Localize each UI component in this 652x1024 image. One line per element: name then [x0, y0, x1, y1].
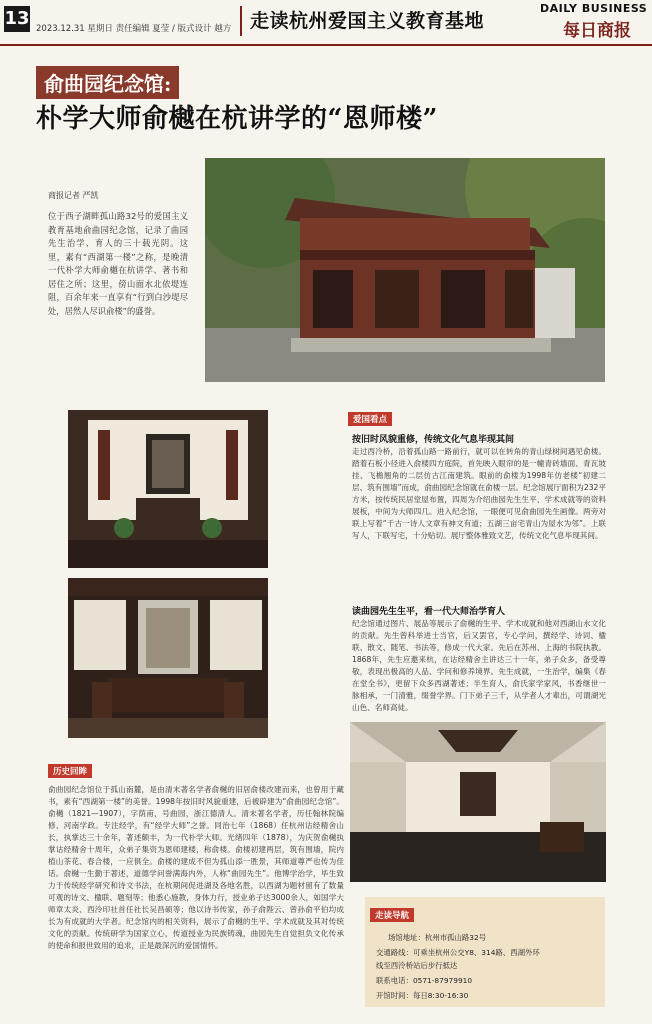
visit-phone: 联系电话：0571-87979910	[376, 976, 473, 985]
column-title: 走读杭州爱国主义教育基地	[250, 10, 485, 32]
visit-address: 场馆地址：杭州市孤山路32号	[388, 933, 487, 942]
page-number: 13	[4, 6, 30, 32]
visit-transit-2: 线至西泠桥站后步行抵达	[376, 961, 458, 970]
article-kicker: 俞曲园纪念馆:	[36, 66, 179, 99]
section-tag-history: 历史回眸	[48, 764, 92, 778]
history-paragraph: 俞曲园纪念馆位于孤山南麓，是由清末著名学者俞樾的旧居俞楼改建而来，也曾用于藏书，素有“西湖第一楼”的美誉。1998年按旧时风貌重建，后被辟建为“俞曲园纪念馆”。俞樾（1821—1907），字荫甫，号曲园，浙江德清人。清末著名学者，历任翰林院编修、河南学政。专注经学，有“经学大师”之誉。同治七年（1868）任杭州诂经精舍山长，执掌达三十余年，著述颇丰，为一代朴学大师。光绪四年（1878），为庆贺俞樾执掌诂经精舍十周年，众弟子集资为恩师建楼，称俞楼。俞楼初建两层，筑有围墙，院内植山茶花、春合楼，一应俱全。俞楼的建成不但为孤山添一胜景，其师道尊严也传为佳话。俞樾一生勤于著述，道德学问誉满海内外，人称“曲园先生”。他博学治学，毕生致力于传统经学研究和诗文书法，在杭期间促进湖及各地名胜，以西湖为题材留有了数量可观的诗文、楹联、题刻等；他悉心施教，身体力行，授业弟子达3000余人，如国学大师章太炎、西泠印社首任社长吴昌硕等；他以诗书传家，孙子俞陛云、曾孙俞平伯均成长为有成就的大学者。纪念馆内的相关资料，展示了俞樾的生平、学术成就及其对传统文化的贡献。传统研学为国家立心，传道授业为民族铸魂，曲园先生自觉担负文化传承的使命和报世致用的追求，正是最深沉的爱国情怀。	[48, 785, 344, 950]
brand-en: DAILY BUSINESS	[540, 2, 648, 15]
intro-paragraph: 位于西子湖畔孤山路32号的爱国主义教育基地俞曲园纪念馆，记录了曲园先生治学、育人的三十载光阴。这里，素有“西湖第一楼”之称，是晚清一代朴学大师俞樾在杭讲学、著书和居住之所；这里，傍山面水北依堤连阻，百余年来一直享有“行到白沙堤尽处，居然人尽识俞楼”的盛誉。	[48, 211, 188, 316]
photo-memorial-hall	[68, 410, 268, 568]
issue-meta: 2023.12.31 星期日 责任编辑 夏莹 / 版式设计 越方	[36, 24, 232, 34]
section-tag-patriotic: 爱国看点	[348, 412, 392, 426]
byline: 商报记者 严凯	[48, 191, 99, 200]
header-divider	[240, 6, 242, 36]
section-subhead-2: 读曲园先生生平，看一代大师治学育人	[352, 607, 506, 617]
visit-hours: 开馆时间：每日8:30-16:30	[376, 991, 469, 1000]
article-headline: 朴学大师俞樾在杭讲学的“恩师楼”	[36, 104, 438, 134]
section-paragraph-2: 纪念馆通过图片、展品等展示了俞樾的生平、学术成就和他对西湖山水文化的贡献。先生曾科举进士当官，后又罢官，专心学问，撰经学、诗词、楹联、散文、随笔、书法等，修成一代大家。先后在苏州、上海的书院执教。1868年，先生应邀来杭，在诂经精舍主讲达三十一年，弟子众多，备受尊敬，表现出极高的人品、学问和修养境界。先生成就，一生治学，编集《春在堂全书》，更留下众多西湖著述；半生育人，俞氏家学家风，书香继世一脉相承，一门清雅，缀誉学界。门下弟子三千，从学者人才辈出，可谓湖光山色、名师高徒。	[352, 619, 606, 712]
section-subhead-1: 按旧时风貌重修，传统文化气息毕现其间	[352, 435, 515, 445]
visit-transit: 交通路线：可乘坐杭州公交Y8、314路、西湖外环	[376, 948, 540, 957]
hero-photo-building	[205, 158, 605, 382]
brand-cn: 每日商报	[563, 21, 631, 41]
section-tag-visit: 走读导航	[370, 908, 414, 922]
section-paragraph-1: 走过西冷桥，沿着孤山路一路前行，就可以在转角的青山绿树间遇见俞楼。踏着石板小径进入俞楼四方庭院，首先映入眼帘的是一幢青砖墙面、青瓦坡挂、飞檐翘角的二层仿古江南建筑。眼前的俞楼为1998年仿老楼“初建二层、筑有围墙”而成，俞曲园纪念馆就在俞楼一层。纪念馆展厅面积为232平方米，按传统民居堂屋布置，四周为介绍曲园先生生平、学术成就等的资料展板，中间为大师四几。进入纪念馆，一眼便可见俞曲园先生画像。两旁对联上写着“千古一诗人文章有神文有道；五湖三亩宅青山为屋水为邻”。上联写人，下联写宅，十分贴切。展厅整体雅致文艺，传统文化气息毕现其间。	[352, 447, 606, 540]
photo-hall-interior	[350, 722, 606, 882]
photo-exhibition-room	[68, 578, 268, 738]
